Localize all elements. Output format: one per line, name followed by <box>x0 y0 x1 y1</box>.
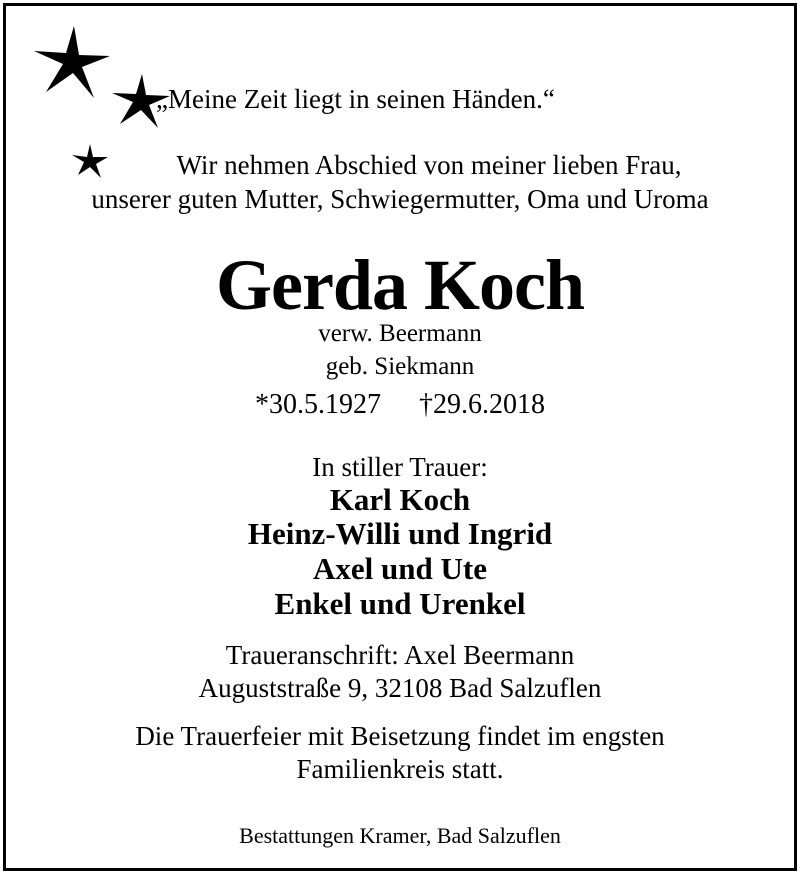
mourning-heading: In stiller Trauer: <box>312 452 488 482</box>
undertaker-credit: Bestattungen Kramer, Bad Salzuflen <box>239 823 561 848</box>
widowed-name: verw. Beermann <box>318 320 482 347</box>
intro-line-1: Wir nehmen Abschied von meiner lieben Frau, <box>176 150 682 180</box>
address-line-2: Auguststraße 9, 32108 Bad Salzuflen <box>198 673 602 703</box>
mourner-name: Enkel und Urenkel <box>274 586 526 621</box>
mourner-name: Axel und Ute <box>313 551 487 586</box>
address-line-1: Traueranschrift: Axel Beermann <box>225 640 575 670</box>
deceased-name: Gerda Koch <box>216 245 584 325</box>
funeral-line-2: Familienkreis statt. <box>296 754 504 784</box>
death-date: †29.6.2018 <box>419 389 545 420</box>
birth-name: geb. Siekmann <box>325 353 475 380</box>
life-dates <box>6 389 794 421</box>
star-icon-large <box>34 26 110 98</box>
birth-date: *30.5.1927 <box>255 389 381 420</box>
mourner-name: Heinz-Willi und Ingrid <box>247 516 553 551</box>
obituary-notice <box>3 3 797 871</box>
quote-text: „Meine Zeit liegt in seinen Händen.“ <box>156 84 555 114</box>
intro-line-2: unserer guten Mutter, Schwiegermutter, Oma und Uroma <box>91 184 709 214</box>
funeral-line-1: Die Trauerfeier mit Beisetzung findet im engsten <box>135 721 665 751</box>
mourner-name: Karl Koch <box>329 482 471 517</box>
